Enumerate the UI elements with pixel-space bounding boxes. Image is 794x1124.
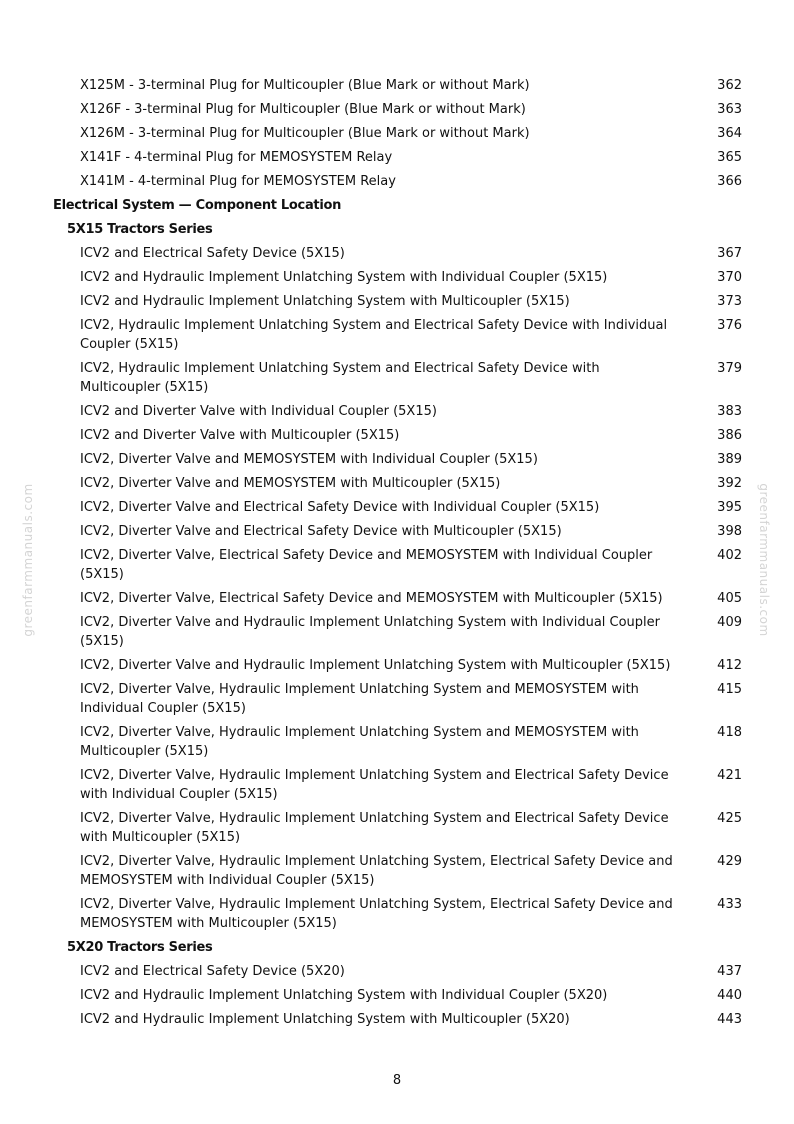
- toc-entry[interactable]: [0, 962, 794, 981]
- toc-entry-page: 421: [717, 768, 742, 783]
- toc-entry[interactable]: [0, 895, 794, 933]
- toc-entry-page: 437: [717, 964, 742, 979]
- toc-entry-title: ICV2, Hydraulic Implement Unlatching System and Electrical Safety Device with Individual Coupler (5X15): [80, 318, 668, 352]
- toc-entry[interactable]: [0, 244, 794, 263]
- toc-entry-title: ICV2, Hydraulic Implement Unlatching System and Electrical Safety Device with Multicoupler (5X15): [80, 361, 600, 395]
- toc-entry-title: ICV2, Diverter Valve, Electrical Safety Device and MEMOSYSTEM with Individual Coupler (5X15): [80, 548, 653, 582]
- toc-entry-title: ICV2 and Electrical Safety Device (5X20): [80, 964, 345, 979]
- watermark-right: greenfarmmanuals.com: [757, 483, 771, 637]
- toc-entry-title: ICV2, Diverter Valve and Electrical Safety Device with Individual Coupler (5X15): [80, 500, 600, 515]
- toc-entry[interactable]: [0, 148, 794, 167]
- toc-entry-page: 364: [717, 126, 742, 141]
- toc-entry-page: 362: [717, 78, 742, 93]
- toc-entry-title: ICV2, Diverter Valve, Electrical Safety Device and MEMOSYSTEM with Multicoupler (5X15): [80, 591, 663, 606]
- toc-entry-page: 373: [717, 294, 742, 309]
- toc-entry-page: 392: [717, 476, 742, 491]
- toc-entry[interactable]: [0, 809, 794, 847]
- toc-entry-title: X141M - 4-terminal Plug for MEMOSYSTEM Relay: [80, 174, 396, 189]
- toc-entry-title: ICV2 and Hydraulic Implement Unlatching System with Multicoupler (5X20): [80, 1012, 570, 1027]
- toc-entry-title: ICV2 and Hydraulic Implement Unlatching System with Individual Coupler (5X20): [80, 988, 608, 1003]
- toc-entry[interactable]: [0, 316, 794, 354]
- toc-entry[interactable]: [0, 546, 794, 584]
- toc-entry-title: X126F - 3-terminal Plug for Multicoupler (Blue Mark or without Mark): [80, 102, 526, 117]
- toc-entry-page: 366: [717, 174, 742, 189]
- toc-entry[interactable]: [0, 656, 794, 675]
- toc-entry[interactable]: [0, 613, 794, 651]
- toc-entry-title: ICV2 and Diverter Valve with Multicoupler (5X15): [80, 428, 400, 443]
- toc-entry-title: ICV2 and Hydraulic Implement Unlatching System with Multicoupler (5X15): [80, 294, 570, 309]
- toc-entry-title: ICV2, Diverter Valve, Hydraulic Implement Unlatching System and Electrical Safety Device with Individual Coupler (5X15): [80, 768, 669, 802]
- toc-entry-title: ICV2, Diverter Valve and Hydraulic Implement Unlatching System with Multicoupler (5X15): [80, 658, 671, 673]
- toc-entry-page: 418: [717, 725, 742, 740]
- toc-entry[interactable]: [0, 76, 794, 95]
- toc-entry-title: X125M - 3-terminal Plug for Multicoupler (Blue Mark or without Mark): [80, 78, 530, 93]
- toc-entry-page: 383: [717, 404, 742, 419]
- toc-entry[interactable]: [0, 359, 794, 397]
- toc-entry[interactable]: [0, 124, 794, 143]
- toc-entry-page: 370: [717, 270, 742, 285]
- toc-entry-title: ICV2, Diverter Valve and Electrical Safety Device with Multicoupler (5X15): [80, 524, 562, 539]
- toc-entry-page: 365: [717, 150, 742, 165]
- toc-entry-title: ICV2, Diverter Valve, Hydraulic Implement Unlatching System and Electrical Safety Device with Multicoupler (5X15): [80, 811, 669, 845]
- toc-entry-title: ICV2, Diverter Valve and MEMOSYSTEM with Individual Coupler (5X15): [80, 452, 538, 467]
- toc-entry-page: 433: [717, 897, 742, 912]
- toc-entry-title: ICV2, Diverter Valve, Hydraulic Implement Unlatching System, Electrical Safety Device and MEMOSYSTEM with Multicoupler (5X15): [80, 897, 673, 931]
- toc-entry[interactable]: [0, 723, 794, 761]
- toc-entry-title: ICV2 and Hydraulic Implement Unlatching System with Individual Coupler (5X15): [80, 270, 608, 285]
- table-of-contents: [0, 76, 794, 1034]
- toc-entry[interactable]: [0, 172, 794, 191]
- toc-entry-page: 405: [717, 591, 742, 606]
- toc-entry-page: 443: [717, 1012, 742, 1027]
- toc-entry[interactable]: [0, 1010, 794, 1029]
- toc-entry[interactable]: [0, 402, 794, 421]
- toc-entry-title: ICV2, Diverter Valve, Hydraulic Implement Unlatching System, Electrical Safety Device and MEMOSYSTEM with Individual Coupler (5X15): [80, 854, 673, 888]
- toc-entry-title: ICV2, Diverter Valve, Hydraulic Implement Unlatching System and MEMOSYSTEM with Multicoupler (5X15): [80, 725, 639, 759]
- toc-entry-page: 402: [717, 548, 742, 563]
- toc-entry-title: X141F - 4-terminal Plug for MEMOSYSTEM Relay: [80, 150, 393, 165]
- toc-entry[interactable]: [0, 268, 794, 287]
- toc-entry-page: 386: [717, 428, 742, 443]
- toc-entry-title: ICV2, Diverter Valve and Hydraulic Implement Unlatching System with Individual Coupler (5X15): [80, 615, 661, 649]
- toc-entry[interactable]: [0, 292, 794, 311]
- toc-entry[interactable]: [0, 680, 794, 718]
- toc-section-heading: Electrical System — Component Location: [53, 198, 342, 213]
- toc-entry-page: 389: [717, 452, 742, 467]
- toc-entry-page: 376: [717, 318, 742, 333]
- toc-entry[interactable]: [0, 589, 794, 608]
- toc-entry[interactable]: [0, 986, 794, 1005]
- toc-entry-title: X126M - 3-terminal Plug for Multicoupler (Blue Mark or without Mark): [80, 126, 530, 141]
- toc-entry-title: ICV2 and Electrical Safety Device (5X15): [80, 246, 345, 261]
- toc-entry-title: ICV2 and Diverter Valve with Individual Coupler (5X15): [80, 404, 437, 419]
- toc-entry-title: ICV2, Diverter Valve, Hydraulic Implement Unlatching System and MEMOSYSTEM with Individual Coupler (5X15): [80, 682, 639, 716]
- toc-entry-page: 415: [717, 682, 742, 697]
- toc-entry[interactable]: [0, 766, 794, 804]
- toc-entry-page: 425: [717, 811, 742, 826]
- toc-subsection-heading: 5X20 Tractors Series: [67, 940, 213, 955]
- toc-entry-page: 367: [717, 246, 742, 261]
- toc-entry-page: 398: [717, 524, 742, 539]
- toc-entry[interactable]: [0, 100, 794, 119]
- toc-entry-title: ICV2, Diverter Valve and MEMOSYSTEM with Multicoupler (5X15): [80, 476, 501, 491]
- toc-entry-page: 363: [717, 102, 742, 117]
- toc-entry-page: 379: [717, 361, 742, 376]
- page-number: 8: [392, 1073, 402, 1088]
- toc-entry[interactable]: [0, 426, 794, 445]
- toc-entry-page: 429: [717, 854, 742, 869]
- toc-entry-page: 409: [717, 615, 742, 630]
- toc-subsection-heading: 5X15 Tractors Series: [67, 222, 213, 237]
- toc-entry[interactable]: [0, 522, 794, 541]
- toc-entry[interactable]: [0, 450, 794, 469]
- toc-entry[interactable]: [0, 498, 794, 517]
- toc-entry-page: 440: [717, 988, 742, 1003]
- watermark-left: greenfarmmanuals.com: [21, 483, 35, 637]
- toc-entry-page: 412: [717, 658, 742, 673]
- toc-entry-page: 395: [717, 500, 742, 515]
- toc-entry[interactable]: [0, 852, 794, 890]
- toc-entry[interactable]: [0, 474, 794, 493]
